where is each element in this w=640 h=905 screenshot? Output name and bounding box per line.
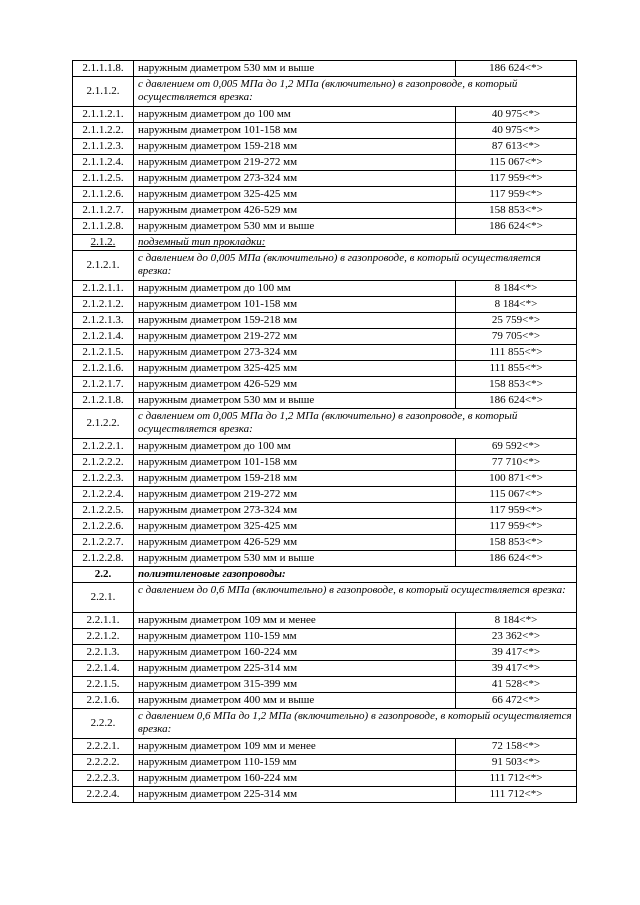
row-description: наружным диаметром 110-159 мм [134,755,456,771]
row-description: наружным диаметром 109 мм и менее [134,739,456,755]
row-value: 186 624<*> [456,551,577,567]
row-code: 2.2.1.1. [73,613,134,629]
table-row [73,187,577,203]
table-row [73,281,577,297]
row-value: 117 959<*> [456,503,577,519]
tariff-table-body [73,61,577,803]
section-description: с давлением от 0,005 МПа до 1,2 МПа (включительно) в газопроводе, в который осуществляется врезка: [134,409,577,439]
row-description: наружным диаметром 426-529 мм [134,203,456,219]
table-row [73,787,577,803]
row-code: 2.1.2.2.1. [73,439,134,455]
table-row [73,613,577,629]
row-value: 117 959<*> [456,519,577,535]
row-description: наружным диаметром 159-218 мм [134,471,456,487]
row-value: 91 503<*> [456,755,577,771]
table-row [73,235,577,251]
section-description: с давлением 0,6 МПа до 1,2 МПа (включительно) в газопроводе, в который осуществляется врезка: [134,709,577,739]
row-value: 158 853<*> [456,203,577,219]
section-heading: полиэтиленовые газопроводы: [134,567,577,583]
row-description: наружным диаметром 110-159 мм [134,629,456,645]
row-value: 69 592<*> [456,439,577,455]
table-row [73,107,577,123]
table-row [73,645,577,661]
row-code: 2.2.2. [73,709,134,739]
table-row [73,439,577,455]
row-code: 2.1.2.1.4. [73,329,134,345]
row-code: 2.1.2.2.7. [73,535,134,551]
table-row [73,519,577,535]
table-row [73,583,577,613]
row-code: 2.2. [73,567,134,583]
row-description: наружным диаметром 159-218 мм [134,313,456,329]
row-code: 2.1.2. [73,235,134,251]
row-description: наружным диаметром 225-314 мм [134,661,456,677]
table-row [73,455,577,471]
table-row [73,677,577,693]
row-value: 117 959<*> [456,171,577,187]
row-value: 8 184<*> [456,613,577,629]
row-description: наружным диаметром 273-324 мм [134,345,456,361]
row-description: наружным диаметром 530 мм и выше [134,61,456,77]
section-description: с давлением до 0,6 МПа (включительно) в газопроводе, в который осуществляется врезка: [134,583,577,613]
row-description: наружным диаметром 273-324 мм [134,171,456,187]
row-code: 2.1.2.2.5. [73,503,134,519]
row-value: 39 417<*> [456,645,577,661]
row-code: 2.2.2.3. [73,771,134,787]
row-code: 2.2.2.2. [73,755,134,771]
table-row [73,629,577,645]
table-row [73,123,577,139]
row-value: 111 712<*> [456,771,577,787]
row-code: 2.1.1.2.8. [73,219,134,235]
row-code: 2.2.2.1. [73,739,134,755]
table-row [73,203,577,219]
row-code: 2.1.1.2.1. [73,107,134,123]
row-code: 2.1.2.1.6. [73,361,134,377]
row-code: 2.2.1.4. [73,661,134,677]
row-description: наружным диаметром 530 мм и выше [134,393,456,409]
row-description: наружным диаметром 109 мм и менее [134,613,456,629]
section-heading: подземный тип прокладки: [134,235,577,251]
row-description: наружным диаметром 160-224 мм [134,771,456,787]
section-description: с давлением от 0,005 МПа до 1,2 МПа (включительно) в газопроводе, в который осуществляется врезка: [134,77,577,107]
row-code: 2.1.1.2.3. [73,139,134,155]
row-code: 2.1.1.2.4. [73,155,134,171]
row-description: наружным диаметром 315-399 мм [134,677,456,693]
row-value: 66 472<*> [456,693,577,709]
table-row [73,771,577,787]
table-row [73,487,577,503]
table-row [73,345,577,361]
table-row [73,77,577,107]
row-value: 77 710<*> [456,455,577,471]
row-description: наружным диаметром до 100 мм [134,107,456,123]
row-description: наружным диаметром 530 мм и выше [134,219,456,235]
table-row [73,139,577,155]
row-value: 39 417<*> [456,661,577,677]
table-row [73,739,577,755]
row-value: 23 362<*> [456,629,577,645]
row-code: 2.1.1.2.6. [73,187,134,203]
row-code: 2.1.2.1.5. [73,345,134,361]
row-code: 2.2.1. [73,583,134,613]
row-description: наружным диаметром 530 мм и выше [134,551,456,567]
row-description: наружным диаметром 101-158 мм [134,297,456,313]
row-description: наружным диаметром 101-158 мм [134,123,456,139]
row-value: 186 624<*> [456,61,577,77]
table-row [73,171,577,187]
row-code: 2.1.1.2. [73,77,134,107]
row-code: 2.1.1.2.5. [73,171,134,187]
row-description: наружным диаметром 273-324 мм [134,503,456,519]
table-row [73,409,577,439]
row-code: 2.1.1.2.2. [73,123,134,139]
table-row [73,313,577,329]
row-description: наружным диаметром 426-529 мм [134,377,456,393]
row-value: 115 067<*> [456,487,577,503]
row-code: 2.1.2.1.7. [73,377,134,393]
row-value: 8 184<*> [456,297,577,313]
row-code: 2.1.1.1.8. [73,61,134,77]
row-description: наружным диаметром 219-272 мм [134,155,456,171]
row-value: 117 959<*> [456,187,577,203]
row-description: наружным диаметром до 100 мм [134,281,456,297]
row-code: 2.1.2.2.8. [73,551,134,567]
row-value: 115 067<*> [456,155,577,171]
row-description: наружным диаметром 159-218 мм [134,139,456,155]
table-row [73,661,577,677]
row-value: 186 624<*> [456,393,577,409]
row-code: 2.1.1.2.7. [73,203,134,219]
row-value: 40 975<*> [456,123,577,139]
row-code: 2.1.2.1.3. [73,313,134,329]
row-description: наружным диаметром 325-425 мм [134,519,456,535]
row-description: наружным диаметром 160-224 мм [134,645,456,661]
row-value: 186 624<*> [456,219,577,235]
row-value: 111 855<*> [456,361,577,377]
row-value: 100 871<*> [456,471,577,487]
row-code: 2.1.2.2.2. [73,455,134,471]
row-value: 111 712<*> [456,787,577,803]
table-row [73,61,577,77]
row-code: 2.2.1.6. [73,693,134,709]
row-code: 2.1.2.2.6. [73,519,134,535]
row-value: 158 853<*> [456,377,577,393]
row-code: 2.2.2.4. [73,787,134,803]
table-row [73,503,577,519]
row-description: наружным диаметром 325-425 мм [134,361,456,377]
row-description: наружным диаметром до 100 мм [134,439,456,455]
row-code: 2.2.1.3. [73,645,134,661]
table-row [73,155,577,171]
table-row [73,755,577,771]
row-code: 2.1.2.1.1. [73,281,134,297]
table-row [73,471,577,487]
row-value: 8 184<*> [456,281,577,297]
row-description: наружным диаметром 219-272 мм [134,487,456,503]
row-code: 2.1.2.2.3. [73,471,134,487]
row-code: 2.2.1.2. [73,629,134,645]
row-value: 40 975<*> [456,107,577,123]
table-row [73,377,577,393]
row-description: наружным диаметром 101-158 мм [134,455,456,471]
row-code: 2.1.2.2.4. [73,487,134,503]
row-description: наружным диаметром 400 мм и выше [134,693,456,709]
table-row [73,251,577,281]
row-code: 2.2.1.5. [73,677,134,693]
row-value: 158 853<*> [456,535,577,551]
table-row [73,693,577,709]
row-code: 2.1.2.1.2. [73,297,134,313]
row-value: 79 705<*> [456,329,577,345]
row-code: 2.1.2.1.8. [73,393,134,409]
table-row [73,361,577,377]
table-row [73,297,577,313]
table-row [73,535,577,551]
row-code: 2.1.2.1. [73,251,134,281]
row-description: наружным диаметром 426-529 мм [134,535,456,551]
row-value: 25 759<*> [456,313,577,329]
table-row [73,219,577,235]
table-row [73,709,577,739]
row-description: наружным диаметром 219-272 мм [134,329,456,345]
section-description: с давлением до 0,005 МПа (включительно) в газопроводе, в который осуществляется врезка: [134,251,577,281]
row-code: 2.1.2.2. [73,409,134,439]
table-row [73,567,577,583]
table-row [73,393,577,409]
row-value: 87 613<*> [456,139,577,155]
row-value: 41 528<*> [456,677,577,693]
tariff-table [72,60,577,803]
table-row [73,551,577,567]
table-row [73,329,577,345]
row-value: 72 158<*> [456,739,577,755]
row-description: наружным диаметром 225-314 мм [134,787,456,803]
row-description: наружным диаметром 325-425 мм [134,187,456,203]
row-value: 111 855<*> [456,345,577,361]
